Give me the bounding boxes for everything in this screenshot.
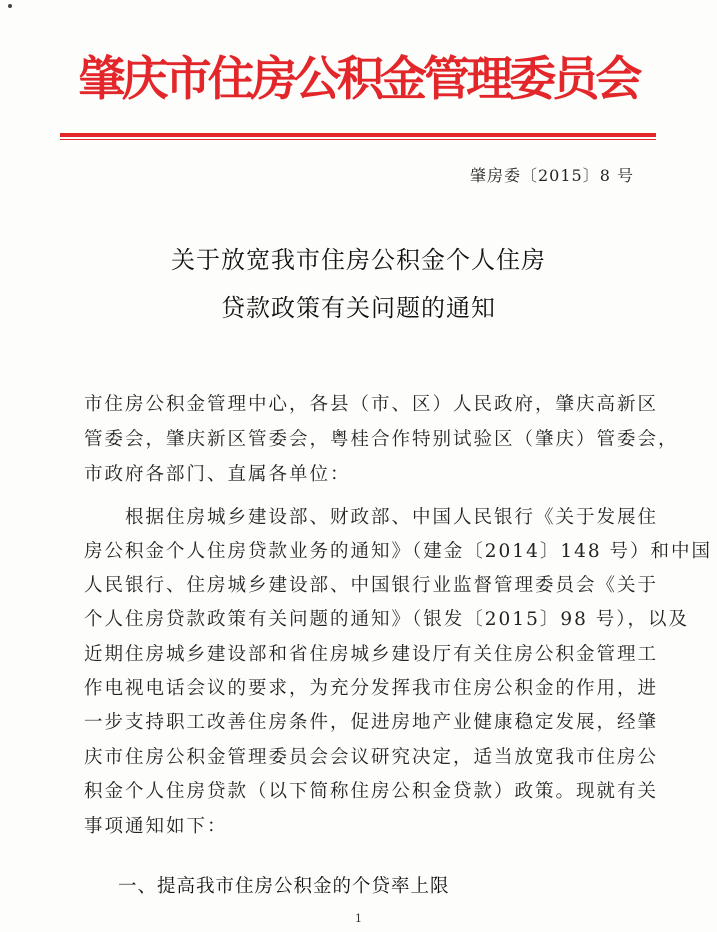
body-line: 积金个人住房贷款（以下简称住房公积金贷款）政策。现就有关 bbox=[84, 781, 659, 802]
body-line: 管委会，肇庆新区管委会，粤桂合作特别试验区（肇庆）管委会， bbox=[84, 429, 679, 450]
notice-title-line-2: 贷款政策有关问题的通知 bbox=[221, 294, 496, 322]
body-line: 根据住房城乡建设部、财政部、中国人民银行《关于发展住 bbox=[84, 507, 659, 528]
body-line: 个人住房贷款政策有关问题的通知》（银发〔2015〕98 号），以及 bbox=[84, 609, 690, 630]
body-line: 房公积金个人住房贷款业务的通知》（建金〔2014〕148 号）和中国 bbox=[84, 541, 713, 562]
header-rule-thin bbox=[60, 139, 656, 140]
body-line: 庆市住房公积金管理委员会会议研究决定，适当放宽我市住房公 bbox=[84, 747, 659, 768]
header-rule-thick bbox=[60, 133, 656, 137]
notice-title-line-1: 关于放宽我市住房公积金个人住房 bbox=[171, 246, 546, 274]
document-number: 肇房委〔2015〕8 号 bbox=[470, 166, 634, 185]
body-line: 人民银行、住房城乡建设部、中国银行业监督管理委员会《关于 bbox=[84, 575, 659, 596]
body-line: 一步支持职工改善住房条件，促进房地产业健康稳定发展，经肇 bbox=[84, 712, 659, 733]
body-line: 近期住房城乡建设部和省住房城乡建设厅有关住房公积金管理工 bbox=[84, 644, 659, 665]
section-heading-1: 一、提高我市住房公积金的个贷率上限 bbox=[118, 876, 450, 897]
body-line: 市住房公积金管理中心，各县（市、区）人民政府，肇庆高新区 bbox=[84, 394, 659, 415]
body-line: 市政府各部门、直属各单位： bbox=[84, 464, 351, 485]
body-line: 作电视电话会议的要求，为充分发挥我市住房公积金的作用，进 bbox=[84, 678, 659, 699]
page-number: 1 bbox=[355, 912, 362, 925]
issuer-header: 肇庆市住房公积金管理委员会 bbox=[78, 52, 639, 107]
scan-speck bbox=[8, 4, 12, 8]
body-line: 事项通知如下： bbox=[84, 816, 228, 837]
